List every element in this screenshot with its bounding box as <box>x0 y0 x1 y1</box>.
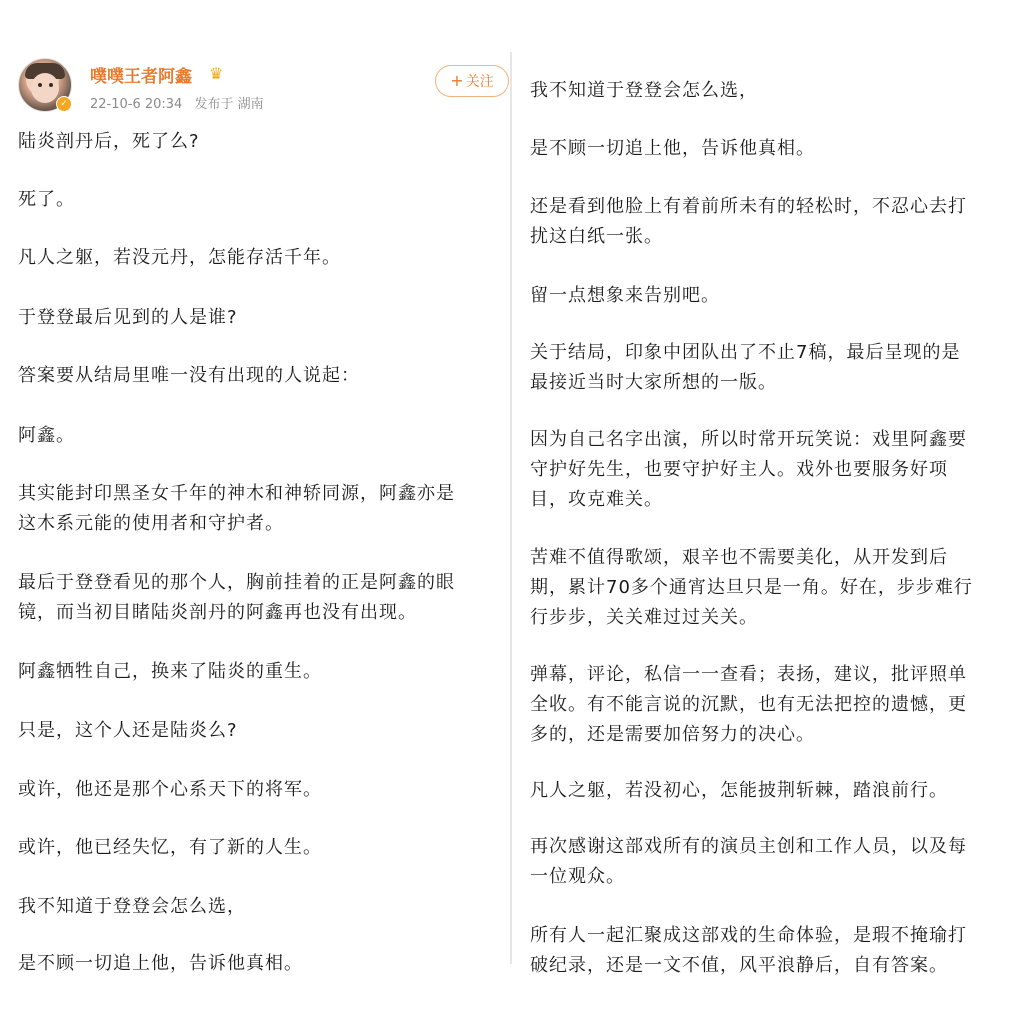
paragraph-line: 答案要从结局里唯一没有出现的人说起： <box>18 365 360 386</box>
post-paragraph <box>18 775 322 805</box>
paragraph-line: 所有人一起汇聚成这部戏的生命体验，是瑕不掩瑜打 <box>530 925 967 946</box>
post-paragraph <box>530 338 960 398</box>
paragraph-line: 行步步，关关难过过关关。 <box>530 607 758 628</box>
left-post-panel <box>0 0 510 1024</box>
paragraph-line: 凡人之躯，若没元丹，怎能存活千年。 <box>18 247 341 268</box>
paragraph-line: 全收。有不能言说的沉默，也有无法把控的遗憾，更 <box>530 694 967 715</box>
avatar-face <box>31 73 59 103</box>
post-paragraph <box>18 716 238 746</box>
post-paragraph <box>18 657 322 687</box>
paragraph-line: 死了。 <box>18 189 75 210</box>
paragraph-line: 破纪录，还是一文不值，风平浪静后，自有答案。 <box>530 955 948 976</box>
post-location: 发布于 湖南 <box>194 97 264 112</box>
post-paragraph <box>530 281 720 311</box>
paragraph-line: 只是，这个人还是陆炎么? <box>18 720 238 741</box>
paragraph-line: 留一点想象来告别吧。 <box>530 285 720 306</box>
paragraph-line: 陆炎剖丹后，死了么? <box>18 131 200 152</box>
paragraph-line: 是不顾一切追上他，告诉他真相。 <box>530 138 815 159</box>
paragraph-line: 弹幕，评论，私信一一查看；表扬，建议，批评照单 <box>530 664 967 685</box>
post-date: 22-10-6 20:34 <box>90 97 183 112</box>
post-paragraph <box>530 76 758 106</box>
post-paragraph <box>18 361 360 391</box>
avatar-eye <box>38 83 42 87</box>
avatar-eye <box>49 83 53 87</box>
post-paragraph <box>18 892 246 922</box>
paragraph-line: 其实能封印黑圣女千年的神木和神轿同源，阿鑫亦是 <box>18 483 455 504</box>
paragraph-line: 最接近当时大家所想的一版。 <box>530 372 777 393</box>
post-paragraph <box>18 833 322 863</box>
post-paragraph <box>18 479 455 539</box>
post-paragraph <box>530 832 967 892</box>
paragraph-line: 期，累计70多个通宵达旦只是一角。好在，步步难行 <box>530 577 973 598</box>
paragraph-line: 凡人之躯，若没初心，怎能披荆斩棘，踏浪前行。 <box>530 780 948 801</box>
paragraph-line: 目，攻克难关。 <box>530 489 663 510</box>
post-paragraph <box>530 660 967 750</box>
post-paragraph <box>530 425 967 515</box>
post-paragraph <box>530 776 948 806</box>
paragraph-line: 守护好先生，也要守护好主人。戏外也要服务好项 <box>530 459 948 480</box>
post-paragraph <box>530 134 815 164</box>
post-paragraph <box>18 568 455 628</box>
plus-icon: + <box>450 71 464 90</box>
verified-badge-icon: ✓ <box>56 96 72 112</box>
paragraph-line: 镜，而当初目睹陆炎剖丹的阿鑫再也没有出现。 <box>18 602 417 623</box>
crown-icon: ♛ <box>209 64 224 83</box>
paragraph-line: 多的，还是需要加倍努力的决心。 <box>530 724 815 745</box>
post-paragraph <box>530 921 967 981</box>
paragraph-line: 还是看到他脸上有着前所未有的轻松时，不忍心去打 <box>530 196 967 217</box>
paragraph-line: 我不知道于登登会怎么选， <box>530 80 758 101</box>
post-paragraph <box>18 185 75 215</box>
paragraph-line: 因为自己名字出演，所以时常开玩笑说：戏里阿鑫要 <box>530 429 967 450</box>
paragraph-line: 这木系元能的使用者和守护者。 <box>18 513 284 534</box>
right-post-panel <box>512 0 1024 1024</box>
post-paragraph <box>18 421 75 451</box>
paragraph-line: 苦难不值得歌颂，艰辛也不需要美化，从开发到后 <box>530 547 948 568</box>
paragraph-line: 于登登最后见到的人是谁? <box>18 307 238 328</box>
username[interactable]: 噗噗王者阿鑫 <box>90 67 192 87</box>
paragraph-line: 阿鑫。 <box>18 425 75 446</box>
paragraph-line: 阿鑫牺牲自己，换来了陆炎的重生。 <box>18 661 322 682</box>
post-paragraph <box>18 127 200 157</box>
paragraph-line: 最后于登登看见的那个人，胸前挂着的正是阿鑫的眼 <box>18 572 455 593</box>
post-paragraph <box>18 949 303 979</box>
paragraph-line: 扰这白纸一张。 <box>530 226 663 247</box>
post-paragraph <box>530 192 967 252</box>
paragraph-line: 或许，他已经失忆，有了新的人生。 <box>18 837 322 858</box>
paragraph-line: 一位观众。 <box>530 866 625 887</box>
post-paragraph <box>18 243 341 273</box>
post-paragraph <box>18 303 238 333</box>
paragraph-line: 关于结局，印象中团队出了不止7稿，最后呈现的是 <box>530 342 961 363</box>
post-meta <box>90 93 272 112</box>
paragraph-line: 是不顾一切追上他，告诉他真相。 <box>18 953 303 974</box>
follow-label: 关注 <box>465 74 494 90</box>
follow-button[interactable] <box>435 65 509 97</box>
paragraph-line: 再次感谢这部戏所有的演员主创和工作人员，以及每 <box>530 836 967 857</box>
paragraph-line: 或许，他还是那个心系天下的将军。 <box>18 779 322 800</box>
paragraph-line: 我不知道于登登会怎么选， <box>18 896 246 917</box>
post-paragraph <box>530 543 973 633</box>
